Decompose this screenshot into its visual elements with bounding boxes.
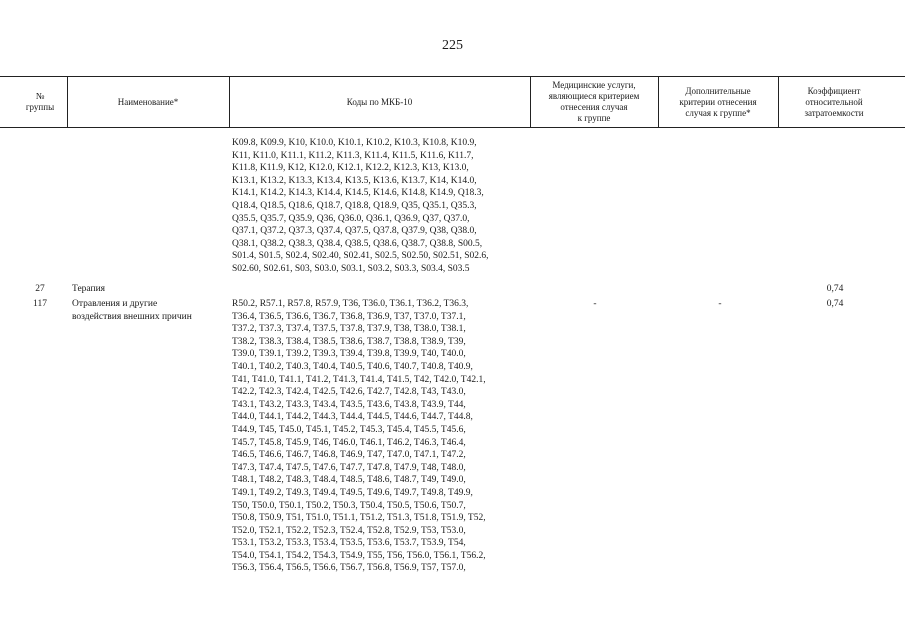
column-header-cost-coefficient: Коэффициент относительной затратоемкости: [804, 85, 864, 118]
column-header-medical-services: Медицинские услуги, являющиеся критерием отнесения случая к группе: [548, 80, 640, 123]
table-row-cost-coefficient: 0,74: [826, 284, 844, 294]
table-row-group-number: 27: [35, 284, 45, 294]
table-row-name: Отравления и другие воздействия внешних причин: [72, 299, 192, 322]
table-row-additional-criteria: -: [718, 299, 722, 309]
column-header-name: Наименование*: [117, 96, 179, 107]
table-row-icd-codes: R50.2, R57.1, R57.8, R57.9, T36, T36.0, T36.1, T36.2, T36.3, T36.4, T36.5, T36.6, T36.7, T36.8, T36.9, T37, T37.0, T37.1, T37.2, T37.3, T37.4, T37.5, T37.8, T37.9, T38, T38.0, T38.1, T38.2, T38.3, T38.4, T38.5, T38.6, T38.7, T38.8, T38.9, T39, T39.0, T39.1, T39.2, T39.3, T39.4, T39.8, T39.9, T40, T40.0, T40.1, T40.2, T40.3, T40.4, T40.5, T40.6, T40.7, T40.8, T40.9, T41, T41.0, T41.1, T41.2, T41.3, T41.4, T41.5, T42, T42.0, T42.1, T42.2, T42.3, T42.4, T42.5, T42.6, T42.7, T42.8, T43, T43.0, T43.1, T43.2, T43.3, T43.4, T43.5, T43.6, T43.8, T43.9, T44, T44.0, T44.1, T44.2, T44.3, T44.4, T44.5, T44.6, T44.7, T44.8, T44.9, T45, T45.0, T45.1, T45.2, T45.3, T45.4, T45.5, T45.6, T45.7, T45.8, T45.9, T46, T46.0, T46.1, T46.2, T46.3, T46.4, T46.5, T46.6, T46.7, T46.8, T46.9, T47, T47.0, T47.1, T47.2, T47.3, T47.4, T47.5, T47.6, T47.7, T47.8, T47.9, T48, T48.0, T48.1, T48.2, T48.3, T48.4, T48.5, T48.6, T48.7, T49, T49.0, T49.1, T49.2, T49.3, T49.4, T49.5, T49.6, T49.7, T49.8, T49.9, T50, T50.0, T50.1, T50.2, T50.3, T50.4, T50.5, T50.6, T50.7, T50.8, T50.9, T51, T51.0, T51.1, T51.2, T51.3, T51.8, T51.9, T52, T52.0, T52.1, T52.2, T52.3, T52.4, T52.8, T52.9, T53, T53.0, T53.1, T53.2, T53.3, T53.4, T53.5, T53.6, T53.7, T53.9, T54, T54.0, T54.1, T54.2, T54.3, T54.9, T55, T56, T56.0, T56.1, T56.2, T56.3, T56.4, T56.5, T56.6, T56.7, T56.8, T56.9, T57, T57.0,: [232, 299, 486, 574]
column-header-group-number: № группы: [25, 91, 55, 112]
table-row-cost-coefficient: 0,74: [826, 299, 844, 309]
table-header: [0, 76, 905, 128]
table-row-name: Терапия: [72, 284, 106, 294]
table-row-group-number: 117: [33, 299, 47, 309]
page-number: 225: [442, 38, 463, 53]
table-row-icd-codes: K09.8, K09.9, K10, K10.0, K10.1, K10.2, K10.3, K10.8, K10.9, K11, K11.0, K11.1, K11.2, K11.3, K11.4, K11.5, K11.6, K11.7, K11.8, K11.9, K12, K12.0, K12.1, K12.2, K12.3, K13, K13.0, K13.1, K13.2, K13.3, K13.4, K13.5, K13.6, K13.7, K14, K14.0, K14.1, K14.2, K14.3, K14.4, K14.5, K14.6, K14.8, K14.9, Q18.3, Q18.4, Q18.5, Q18.6, Q18.7, Q18.8, Q18.9, Q35, Q35.1, Q35.3, Q35.5, Q35.7, Q35.9, Q36, Q36.0, Q36.1, Q36.9, Q37, Q37.0, Q37.1, Q37.2, Q37.3, Q37.4, Q37.5, Q37.8, Q37.9, Q38, Q38.0, Q38.1, Q38.2, Q38.3, Q38.4, Q38.5, Q38.6, Q38.7, Q38.8, S00.5, S01.4, S01.5, S02.4, S02.40, S02.41, S02.5, S02.50, S02.51, S02.6, S02.60, S02.61, S03, S03.0, S03.1, S03.2, S03.3, S03.4, S03.5: [232, 138, 489, 274]
column-header-additional-criteria: Дополнительные критерии отнесения случая к группе*: [679, 85, 757, 118]
column-header-icd-codes: Коды по МКБ-10: [346, 96, 413, 107]
table-row-medical-services: -: [593, 299, 597, 309]
